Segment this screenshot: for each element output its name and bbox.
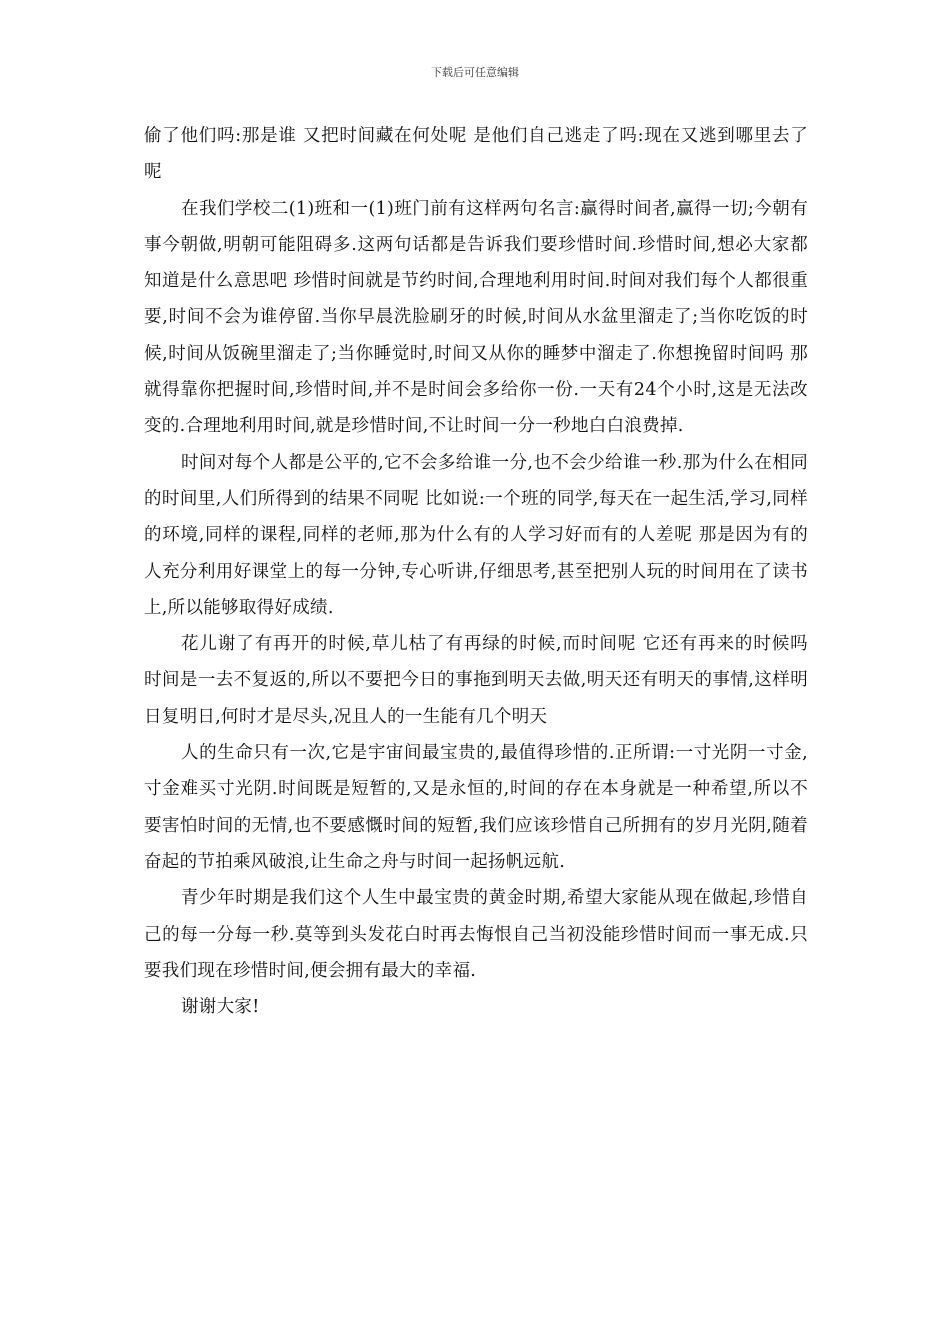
paragraph-time-never-returns: 花儿谢了有再开的时候,草儿枯了有再绿的时候,而时间呢 它还有再来的时候吗 时间是一去不复返的,所以不要把今日的事拖到明天去做,明天还有明天的事情,这样明日复明日,何时才是尽头,况且人的一生能有几个明天 bbox=[144, 634, 808, 727]
paragraph-time-is-fair: 时间对每个人都是公平的,它不会多给谁一分,也不会少给谁一秒.那为什么在相同的时间里,人们所得到的结果不同呢 比如说:一个班的同学,每天在一起生活,学习,同样的环境,同样的课程,同样的老师,那为什么有的人学习好而有的人差呢 那是因为有的人充分利用好课堂上的每一分钟,专心听讲,仔细思考,甚至把别人玩的时间用在了读书上,所以能够取得好成绩. bbox=[144, 452, 808, 618]
page-header: 下载后可任意编辑 bbox=[431, 66, 519, 79]
paragraph-thanks: 谢谢大家! bbox=[181, 997, 260, 1018]
document-body bbox=[144, 118, 808, 1025]
paragraph-school-mottos: 在我们学校二(1)班和一(1)班门前有这样两句名言:赢得时间者,赢得一切;今朝有事今朝做,明朝可能阻碍多.这两句话都是告诉我们要珍惜时间.珍惜时间,想必大家都知道是什么意思吧 珍惜时间就是节约时间,合理地利用时间.时间对我们每个人都很重要,时间不会为谁停留.当你早晨洗脸刷牙的时候,时间从水盆里溜走了;当你吃饭的时候,时间从饭碗里溜走了;当你睡觉时,时间又从你的睡梦中溜走了.你想挽留时间吗 那就得靠你把握时间,珍惜时间,并不是时间会多给你一份.一天有24个小时,这是无法改变的.合理地利用时间,就是珍惜时间,不让时间一分一秒地白白浪费掉. bbox=[144, 198, 808, 437]
paragraph-continuation: 偷了他们吗:那是谁 又把时间藏在何处呢 是他们自己逃走了吗:现在又逃到哪里去了呢 bbox=[144, 126, 808, 183]
paragraph-life-once: 人的生命只有一次,它是宇宙间最宝贵的,最值得珍惜的.正所谓:一寸光阴一寸金,寸金难买寸光阴.时间既是短暂的,又是永恒的,时间的存在本身就是一种希望,所以不要害怕时间的无情,也不要感慨时间的短暂,我们应该珍惜自己所拥有的岁月光阴,随着奋起的节拍乘风破浪,让生命之舟与时间一起扬帆远航. bbox=[144, 743, 808, 872]
paragraph-youth: 青少年时期是我们这个人生中最宝贵的黄金时期,希望大家能从现在做起,珍惜自己的每一分每一秒.莫等到头发花白时再去悔恨自己当初没能珍惜时间而一事无成.只要我们现在珍惜时间,便会拥有最大的幸福. bbox=[144, 888, 808, 981]
